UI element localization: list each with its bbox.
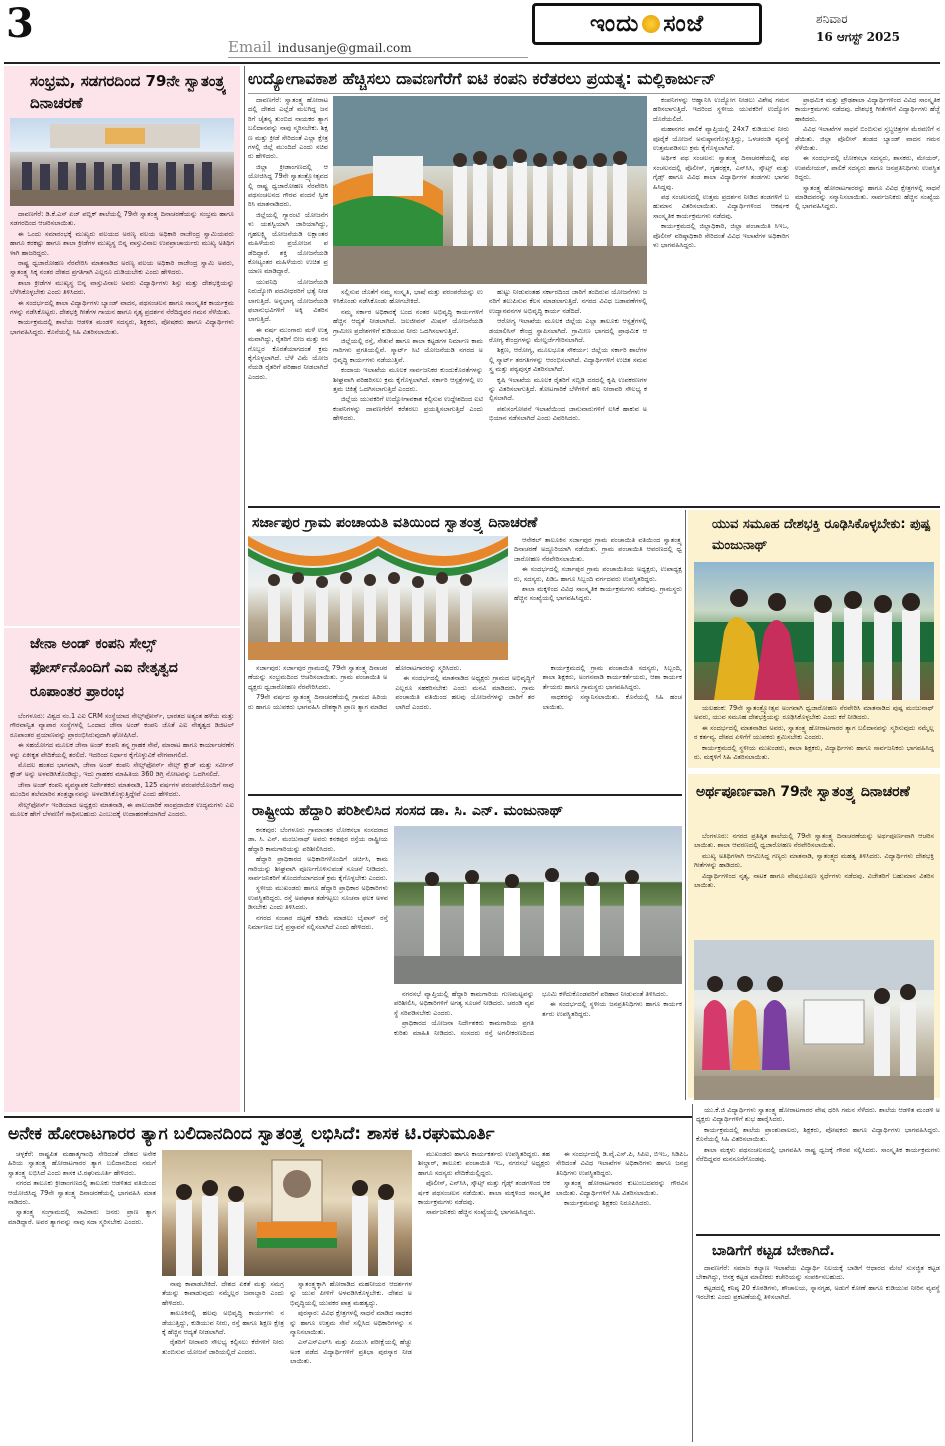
article-8-top-rule (4, 1116, 692, 1118)
article-3-col5: ಪ್ರಾಥಮಿಕ ಮತ್ತು ಪ್ರೌಢಶಾಲಾ ವಿದ್ಯಾರ್ಥಿಗಳಿಂದ ವಿವಿಧ ಸಾಂಸ್ಕೃತಿಕ ಕಾರ್ಯಕ್ರಮಗಳು ನಡೆದವು. ದೇಶಭಕ್ತಿ ಗೀತೆಗಳಿಗೆ ವಿದ್ಯಾರ್ಥಿಗಳು ಹೆಜ್ಜೆ ಹಾಕಿದರು. ವಿವಿಧ ಇಲಾಖೆಗಳ ಸಾಧನೆ ಬಿಂಬಿಸುವ ಸ್ತಬ್ಧಚಿತ್ರಗಳ ಮೆರವಣಿಗೆ ನಡೆಯಿತು. ಜಿಲ್ಲಾ ಪೊಲೀಸ್ ತಂಡದ ಬ್ಯಾಂಡ್ ವಾದನ ಗಮನ ಸೆಳೆಯಿತು. ಈ ಸಂದರ್ಭದಲ್ಲಿ ಲೋಕಸಭಾ ಸದಸ್ಯರು, ಶಾಸಕರು, ಮೇಯರ್, ಉಪಮೇಯರ್, ಪಾಲಿಕೆ ಸದಸ್ಯರು ಹಾಗೂ ಜನಪ್ರತಿನಿಧಿಗಳು ಉಪಸ್ಥಿತರಿದ್ದರು. ಸ್ವಾತಂತ್ರ್ಯ ಹೋರಾಟಗಾರರನ್ನು ಹಾಗೂ ವಿವಿಧ ಕ್ಷೇತ್ರಗಳಲ್ಲಿ ಸಾಧನೆ ಮಾಡಿದವರನ್ನು ಸನ್ಮಾನಿಸಲಾಯಿತು. ಸಾರ್ವಜನಿಕರು ಹೆಚ್ಚಿನ ಸಂಖ್ಯೆಯಲ್ಲಿ ಭಾಗವಹಿಸಿದ್ದರು. (795, 96, 940, 211)
article-2-body: ಬೆಂಗಳೂರು: ವಿಶ್ವದ ನಂ.1 ಎಐ CRM ಸಂಸ್ಥೆಯಾದ ಸೇಲ್ಸ್‌ಫೋರ್ಸ್, ಭಾರತದ ಅತ್ಯಂತ ಹಳೆಯ ಮತ್ತು ಗೌರವಾನ್ವಿತ ವ್ಯಾಪಾರ ಸಂಸ್ಥೆಗಳಲ್ಲಿ ಒಂದಾದ ಜೇನಾ ಅಂಡ್ ಕಂಪನಿ ಜೊತೆ ಎಐ ನೇತೃತ್ವದ ಡಿಜಿಟಲ್ ರೂಪಾಂತರ ಪ್ರಯಾಣವನ್ನು ಪ್ರಾರಂಭಿಸಿರುವುದಾಗಿ ಘೋಷಿಸಿದೆ. ಈ ಸಹಯೋಗದ ಮೂಲಕ ಜೇನಾ ಅಂಡ್ ಕಂಪನಿ ತನ್ನ ಗ್ರಾಹಕ ಸೇವೆ, ಮಾರಾಟ ಹಾಗೂ ಕಾರ್ಯಾಚರಣೆಗಳನ್ನು ಏಕೀಕೃತ ವೇದಿಕೆಯಲ್ಲಿ ತರಲಿದೆ. ಇದರಿಂದ ನಿರ್ಧಾರ ಕೈಗೊಳ್ಳುವಿಕೆ ವೇಗವಾಗಲಿದೆ. ಮೊದಲ ಹಂತದ ಭಾಗವಾಗಿ, ಜೇನಾ ಅಂಡ್ ಕಂಪನಿ ಸೇಲ್ಸ್‌ಫೋರ್ಸ್ ಸೇಲ್ಸ್ ಕ್ಲೌಡ್ ಮತ್ತು ಸರ್ವೀಸ್ ಕ್ಲೌಡ್ ಅನ್ನು ಅಳವಡಿಸಿಕೊಂಡಿದ್ದು, ಇದು ಗ್ರಾಹಕರ ಮಾಹಿತಿಯ 360 ಡಿಗ್ರಿ ನೋಟವನ್ನು ಒದಗಿಸಲಿದೆ. ಜೇನಾ ಅಂಡ್ ಕಂಪನಿ ವ್ಯವಸ್ಥಾಪಕ ನಿರ್ದೇಶಕರು ಮಾತನಾಡಿ, 125 ವರ್ಷಗಳ ಪರಂಪರೆಯೊಂದಿಗೆ ನಾವು ಮುಂದಿನ ತಲೆಮಾರಿನ ತಂತ್ರಜ್ಞಾನವನ್ನು ಅಳವಡಿಸಿಕೊಳ್ಳುತ್ತಿದ್ದೇವೆ ಎಂದು ಹೇಳಿದರು. ಸೇಲ್ಸ್‌ಫೋರ್ಸ್ ಇಂಡಿಯಾದ ಅಧ್ಯಕ್ಷರು ಮಾತನಾಡಿ, ಈ ಪಾಲುದಾರಿಕೆ ಸಾಂಪ್ರದಾಯಿಕ ಉದ್ಯಮಗಳು ಎಐ ಮೂಲಕ ಹೇಗೆ ಬೆಳವಣಿಗೆ ಸಾಧಿಸಬಹುದು ಎಂಬುದಕ್ಕೆ ಉದಾಹರಣೆಯಾಗಿದೆ ಎಂದರು. (10, 712, 234, 819)
article-3-rule (248, 93, 940, 94)
article-4-headline: ಸರ್ಜಾಪುರ ಗ್ರಾಮ ಪಂಚಾಯತಿ ವತಿಯಿಂದ ಸ್ವಾತಂತ್ರ್ಯ ದಿನಾಚರಣೆ (252, 515, 538, 531)
date: 16 ಆಗಸ್ಟ್ 2025 (816, 30, 900, 44)
article-5-photo (694, 562, 934, 700)
article-9-top-rule (696, 1234, 940, 1236)
column-divider (685, 510, 686, 1100)
article-7-body-bottom: ಯು.ಕೆ.ಜಿ ವಿದ್ಯಾರ್ಥಿಗಳು ಸ್ವಾತಂತ್ರ್ಯ ಹೋರಾಟಗಾರರ ವೇಷ ಧರಿಸಿ ಗಮನ ಸೆಳೆದರು. ಶಾಲೆಯ ಆಡಳಿತ ಮಂಡಳಿ ಅಧ್ಯಕ್ಷರು ವಿದ್ಯಾರ್ಥಿಗಳಿಗೆ ಶುಭ ಹಾರೈಸಿದರು. ಕಾರ್ಯಕ್ರಮದಲ್ಲಿ ಶಾಲೆಯ ಪ್ರಾಂಶುಪಾಲರು, ಶಿಕ್ಷಕರು, ಪೋಷಕರು ಹಾಗೂ ವಿದ್ಯಾರ್ಥಿಗಳು ಭಾಗವಹಿಸಿದ್ದರು. ಕೊನೆಯಲ್ಲಿ ಸಿಹಿ ವಿತರಿಸಲಾಯಿತು. ಶಾಲಾ ಮಕ್ಕಳು ಪಥಸಂಚಲನದಲ್ಲಿ ಭಾಗವಹಿಸಿ ರಾಷ್ಟ್ರ ಧ್ವಜಕ್ಕೆ ಗೌರವ ಸಲ್ಲಿಸಿದರು. ಸಾಂಸ್ಕೃತಿಕ ಕಾರ್ಯಕ್ರಮಗಳು ನೆರೆದಿದ್ದವರ ಮನಸೂರೆಗೊಂಡವು. (696, 1106, 940, 1164)
article-8-col1: ಚಳ್ಳಕೆರೆ: ರಾಷ್ಟ್ರಪಿತ ಮಹಾತ್ಮಗಾಂಧಿ ಸೇರಿದಂತೆ ದೇಶದ ಅನೇಕ ಹಿರಿಯ ಸ್ವಾತಂತ್ರ್ಯ ಹೋರಾಟಗಾರರ ತ್ಯಾಗ ಬಲಿದಾನದಿಂದ ನಮಗೆ ಸ್ವಾತಂತ್ರ್ಯ ಲಭಿಸಿದೆ ಎಂದು ಶಾಸಕ ಟಿ.ರಘುಮೂರ್ತಿ ಹೇಳಿದರು. ನಗರದ ತಾಲೂಕು ಕ್ರೀಡಾಂಗಣದಲ್ಲಿ ತಾಲೂಕು ಆಡಳಿತದ ವತಿಯಿಂದ ಆಯೋಜಿಸಿದ್ದ 79ನೇ ಸ್ವಾತಂತ್ರ್ಯ ದಿನಾಚರಣೆಯಲ್ಲಿ ಭಾಗವಹಿಸಿ ಮಾತನಾಡಿದರು. ಸ್ವಾತಂತ್ರ್ಯ ಸಂಗ್ರಾಮದಲ್ಲಿ ಸಾವಿರಾರು ಜನರು ಪ್ರಾಣ ತ್ಯಾಗ ಮಾಡಿದ್ದಾರೆ. ಅವರ ತ್ಯಾಗವನ್ನು ನಾವು ಸದಾ ಸ್ಮರಿಸಬೇಕು ಎಂದರು. (8, 1150, 156, 1226)
article-6-photo (394, 826, 682, 984)
article-7-photo (694, 940, 934, 1100)
article-1-photo (10, 118, 234, 206)
article-2-headline: ಜೇನಾ ಅಂಡ್ ಕಂಪನಿ ಸೇಲ್ಸ್‌ ಫೋರ್ಸ್‌ನೊಂದಿಗೆ ಎಐ ನೇತೃತ್ವದ ರೂಪಾಂತರ ಪ್ರಾರಂಭ (30, 636, 178, 700)
header-underline (228, 57, 528, 58)
article-9-body: ದಾವಣಗೆರೆ: ಸಮಾಜ ಕಲ್ಯಾಣ ಇಲಾಖೆಯ ವಿದ್ಯಾರ್ಥಿ ನಿಲಯಕ್ಕೆ ಬಾಡಿಗೆ ಆಧಾರದ ಮೇಲೆ ಸುಸಜ್ಜಿತ ಕಟ್ಟಡ ಬೇಕಾಗಿದ್ದು, ಆಸಕ್ತ ಕಟ್ಟಡ ಮಾಲೀಕರು ಕಚೇರಿಯನ್ನು ಸಂಪರ್ಕಿಸಬಹುದು. ಕಟ್ಟಡದಲ್ಲಿ ಕನಿಷ್ಠ 20 ಕೊಠಡಿಗಳು, ಶೌಚಾಲಯ, ಸ್ನಾನಗೃಹ, ಅಡುಗೆ ಕೋಣೆ ಹಾಗೂ ಕುಡಿಯುವ ನೀರಿನ ವ್ಯವಸ್ಥೆ ಇರಬೇಕು ಎಂದು ಪ್ರಕಟಣೆಯಲ್ಲಿ ತಿಳಿಸಲಾಗಿದೆ. (696, 1264, 940, 1302)
article-6-headline: ರಾಷ್ಟ್ರೀಯ ಹೆದ್ದಾರಿ ಪರಿಶೀಲಿಸಿದ ಸಂಸದ ಡಾ. ಸಿ. ಎನ್. ಮಂಜುನಾಥ್ (252, 803, 564, 819)
article-1-body: ದಾವಣಗೆರೆ: ಡಿ.ಕೆ.ಎಸ್ ಏಜ್ ಪಬ್ಲಿಕ್ ಶಾಲೆಯಲ್ಲಿ 79ನೇ ಸ್ವಾತಂತ್ರ್ಯ ದಿನಾಚರಣೆಯನ್ನು ಸಂಭ್ರಮ ಹಾಗೂ ಸಡಗರದಿಂದ ಆಚರಿಸಲಾಯಿತು. ಈ ಒಂದು ಸಮಾರಂಭಕ್ಕೆ ಮುಖ್ಯರು ವಲಯದ ಅರಣ್ಯ ವಲಯ ಅಧಿಕಾರಿ ರಾಜೇಂದ್ರ ಸ್ವಾಮಿಯವರು ಹಾಗೂ ಕರಕಷ್ಟು ಹಾಗೂ ಶಾಲಾ ಕ್ರೀಡೆಗಳ ಮುಖ್ಯಸ್ಥ ಬಿನ್ನ ವಾಸ್ತುವಿನಾಲ ಉಪಪ್ರಾಚಾರ್ಯರು ಮುಖ್ಯ ಅತಿಥಿಗಳಾಗಿ ಹಾಜರಿದ್ದರು. ರಾಷ್ಟ್ರ ಧ್ವಜಾರೋಹಣ ನೆರವೇರಿಸಿ ಮಾತನಾಡಿದ ಅರಣ್ಯ ವಲಯ ಅಧಿಕಾರಿ ರಾಜೇಂದ್ರ ಸ್ವಾಮಿ ಅವರು, ಸ್ವಾತಂತ್ರ್ಯ ಸಿಕ್ಕ ನಂತರ ದೇಶದ ಪ್ರಗತಿಗಾಗಿ ಎಲ್ಲರೂ ದುಡಿಯಬೇಕು ಎಂದು ಹೇಳಿದರು. ಶಾಲಾ ಕ್ರೀಡೆಗಳ ಮುಖ್ಯಸ್ಥ ಬಿನ್ನ ವಾಸ್ತುವಿನಾಲ ಅವರು ವಿದ್ಯಾರ್ಥಿಗಳು ಶಿಸ್ತು ಮತ್ತು ದೇಶಭಕ್ತಿಯನ್ನು ಬೆಳೆಸಿಕೊಳ್ಳಬೇಕು ಎಂದು ತಿಳಿಸಿದರು. ಈ ಸಂದರ್ಭದಲ್ಲಿ ಶಾಲಾ ವಿದ್ಯಾರ್ಥಿಗಳು ಬ್ಯಾಂಡ್ ವಾದನ, ಪಥಸಂಚಲನ ಹಾಗೂ ಸಾಂಸ್ಕೃತಿಕ ಕಾರ್ಯಕ್ರಮಗಳನ್ನು ನಡೆಸಿಕೊಟ್ಟರು. ದೇಶಭಕ್ತಿ ಗೀತೆಗಳ ಗಾಯನ ಹಾಗೂ ನೃತ್ಯ ಪ್ರದರ್ಶನ ನೆರೆದಿದ್ದವರ ಗಮನ ಸೆಳೆಯಿತು. ಕಾರ್ಯಕ್ರಮದಲ್ಲಿ ಶಾಲೆಯ ಆಡಳಿತ ಮಂಡಳಿ ಸದಸ್ಯರು, ಶಿಕ್ಷಕರು, ಪೋಷಕರು ಹಾಗೂ ವಿದ್ಯಾರ್ಥಿಗಳು ಭಾಗವಹಿಸಿದ್ದರು. ಕೊನೆಯಲ್ಲಿ ಸಿಹಿ ವಿತರಿಸಲಾಯಿತು. (10, 210, 234, 336)
column-divider (244, 66, 245, 1112)
article-8-col2: ನಾವು ಕಾಪಾಡಬೇಕಿದೆ. ದೇಶದ ಏಕತೆ ಮತ್ತು ಸಮಗ್ರತೆಯನ್ನು ಕಾಪಾಡುವುದು ನಮ್ಮೆಲ್ಲರ ಜವಾಬ್ದಾರಿ ಎಂದು ಹೇಳಿದರು. ತಾಲೂಕಿನಲ್ಲಿ ಹಲವು ಅಭಿವೃದ್ಧಿ ಕಾರ್ಯಗಳು ನಡೆಯುತ್ತಿದ್ದು, ಕುಡಿಯುವ ನೀರು, ರಸ್ತೆ ಹಾಗೂ ಶಿಕ್ಷಣ ಕ್ಷೇತ್ರಕ್ಕೆ ಹೆಚ್ಚಿನ ಆದ್ಯತೆ ನೀಡಲಾಗಿದೆ. ರೈತರಿಗೆ ನೀರಾವರಿ ಸೌಲಭ್ಯ ಕಲ್ಪಿಸಲು ಕೆರೆಗಳಿಗೆ ನೀರು ತುಂಬಿಸುವ ಯೋಜನೆ ಜಾರಿಯಲ್ಲಿದೆ ಎಂದರು. (162, 1280, 284, 1356)
article-8-col4: ಮುಖಂಡರು ಹಾಗೂ ಕಾರ್ಯಕರ್ತರು ಉಪಸ್ಥಿತರಿದ್ದರು. ತಹಶೀಲ್ದಾರ್, ತಾಲೂಕು ಪಂಚಾಯಿತಿ ಇಒ, ನಗರಸಭೆ ಅಧ್ಯಕ್ಷರು ಹಾಗೂ ಸದಸ್ಯರು ವೇದಿಕೆಯಲ್ಲಿದ್ದರು. ಪೊಲೀಸ್, ಎನ್‌ಸಿಸಿ, ಸ್ಕೌಟ್ಸ್ ಮತ್ತು ಗೈಡ್ಸ್ ತಂಡಗಳಿಂದ ಆಕರ್ಷಕ ಪಥಸಂಚಲನ ನಡೆಯಿತು. ಶಾಲಾ ಮಕ್ಕಳಿಂದ ಸಾಂಸ್ಕೃತಿಕ ಕಾರ್ಯಕ್ರಮಗಳು ನಡೆದವು. ಸಾರ್ವಜನಿಕರು ಹೆಚ್ಚಿನ ಸಂಖ್ಯೆಯಲ್ಲಿ ಭಾಗವಹಿಸಿದ್ದರು. (418, 1150, 550, 1217)
article-6-body: ಕನಕಪುರ: ಬೆಂಗಳೂರು ಗ್ರಾಮಾಂತರ ಲೋಕಸಭಾ ಸಂಸದರಾದ ಡಾ. ಸಿ. ಎನ್. ಮಂಜುನಾಥ್ ಅವರು ಕನಕಪುರ ರಸ್ತೆಯ ರಾಷ್ಟ್ರೀಯ ಹೆದ್ದಾರಿ ಕಾಮಗಾರಿಯನ್ನು ಪರಿಶೀಲಿಸಿದರು. ಹೆದ್ದಾರಿ ಪ್ರಾಧಿಕಾರದ ಅಧಿಕಾರಿಗಳೊಂದಿಗೆ ಚರ್ಚಿಸಿ, ಕಾಮಗಾರಿಯನ್ನು ಶೀಘ್ರವಾಗಿ ಪೂರ್ಣಗೊಳಿಸುವಂತೆ ಸೂಚನೆ ನೀಡಿದರು. ಸಾರ್ವಜನಿಕರಿಗೆ ತೊಂದರೆಯಾಗದಂತೆ ಕ್ರಮ ಕೈಗೊಳ್ಳಬೇಕು ಎಂದರು. ಸ್ಥಳೀಯ ಮುಖಂಡರು ಹಾಗೂ ಹೆದ್ದಾರಿ ಪ್ರಾಧಿಕಾರ ಅಧಿಕಾರಿಗಳು ಉಪಸ್ಥಿತರಿದ್ದರು. ರಸ್ತೆ ಅಪಘಾತ ತಡೆಗಟ್ಟಲು ಸೂಚನಾ ಫಲಕ ಅಳವಡಿಸಬೇಕು ಎಂದು ತಿಳಿಸಿದರು. ನಗರದ ಸಂಚಾರ ದಟ್ಟಣೆ ಕಡಿಮೆ ಮಾಡಲು ಬೈಪಾಸ್ ರಸ್ತೆ ನಿರ್ಮಾಣದ ಬಗ್ಗೆ ಪ್ರಸ್ತಾವನೆ ಸಲ್ಲಿಸಲಾಗಿದೆ ಎಂದು ಹೇಳಿದರು. (248, 826, 388, 932)
article-7-body: ಬೆಂಗಳೂರು: ನಗರದ ಪ್ರತಿಷ್ಠಿತ ಶಾಲೆಯಲ್ಲಿ 79ನೇ ಸ್ವಾತಂತ್ರ್ಯ ದಿನಾಚರಣೆಯನ್ನು ಅರ್ಥಪೂರ್ಣವಾಗಿ ಆಚರಿಸಲಾಯಿತು. ಶಾಲಾ ಆವರಣದಲ್ಲಿ ಧ್ವಜಾರೋಹಣ ನೆರವೇರಿಸಲಾಯಿತು. ಮುಖ್ಯ ಅತಿಥಿಗಳಾಗಿ ಆಗಮಿಸಿದ್ದ ಗಣ್ಯರು ಮಾತನಾಡಿ, ಸ್ವಾತಂತ್ರ್ಯದ ಮಹತ್ವ ತಿಳಿಸಿದರು. ವಿದ್ಯಾರ್ಥಿಗಳು ದೇಶಭಕ್ತಿ ಗೀತೆಗಳನ್ನು ಹಾಡಿದರು. ವಿದ್ಯಾರ್ಥಿಗಳಿಂದ ನೃತ್ಯ, ನಾಟಕ ಹಾಗೂ ವೇಷಭೂಷಣ ಸ್ಪರ್ಧೆಗಳು ನಡೆದವು. ವಿಜೇತರಿಗೆ ಬಹುಮಾನ ವಿತರಿಸಲಾಯಿತು. (694, 832, 934, 890)
article-3-col3: ಹುಟ್ಟು ನೀಡುವಂತಹ ಸರ್ಕಾರದಿಂದ ಜಾರಿಗೆ ತಂದಿರುವ ಯೋಜನೆಗಳು ಜನರಿಗೆ ತಲುಪಿಸುವ ಕೆಲಸ ಮಾಡಲಾಗುತ್ತಿದೆ. ನಗರದ ವಿವಿಧ ಬಡಾವಣೆಗಳಲ್ಲಿ ಉದ್ಯಾನವನಗಳ ಅಭಿವೃದ್ಧಿ ಕಾರ್ಯ ನಡೆದಿದೆ. ಆರೋಗ್ಯ ಇಲಾಖೆಯ ಮೂಲಕ ಜಿಲ್ಲೆಯ ಎಲ್ಲಾ ತಾಲೂಕು ಆಸ್ಪತ್ರೆಗಳಲ್ಲಿ ಡಯಾಲಿಸಿಸ್ ಕೇಂದ್ರ ಸ್ಥಾಪಿಸಲಾಗಿದೆ. ಗ್ರಾಮೀಣ ಭಾಗದಲ್ಲಿ ಪ್ರಾಥಮಿಕ ಆರೋಗ್ಯ ಕೇಂದ್ರಗಳನ್ನು ಮೇಲ್ದರ್ಜೆಗೇರಿಸಲಾಗಿದೆ. ಶಿಕ್ಷಣ, ಆರೋಗ್ಯ, ಮೂಲಭೂತ ಸೌಕರ್ಯ: ಜಿಲ್ಲೆಯ ಸರ್ಕಾರಿ ಶಾಲೆಗಳಲ್ಲಿ ಸ್ಮಾರ್ಟ್ ತರಗತಿಗಳನ್ನು ಆರಂಭಿಸಲಾಗಿದೆ. ವಿದ್ಯಾರ್ಥಿಗಳಿಗೆ ಉಚಿತ ಸಮವಸ್ತ್ರ ಮತ್ತು ಪಠ್ಯಪುಸ್ತಕ ವಿತರಿಸಲಾಗಿದೆ. ಕೃಷಿ ಇಲಾಖೆಯ ಮೂಲಕ ರೈತರಿಗೆ ಸಬ್ಸಿಡಿ ದರದಲ್ಲಿ ಕೃಷಿ ಉಪಕರಣಗಳನ್ನು ವಿತರಿಸಲಾಗುತ್ತಿದೆ. ತೋಟಗಾರಿಕೆ ಬೆಳೆಗಳಿಗೆ ಹನಿ ನೀರಾವರಿ ಸೌಲಭ್ಯ ಕಲ್ಪಿಸಲಾಗಿದೆ. ಪಶುಸಂಗೋಪನೆ ಇಲಾಖೆಯಿಂದ ಜಾನುವಾರುಗಳಿಗೆ ಲಸಿಕೆ ಹಾಕುವ ಅಭಿಯಾನ ನಡೆಸಲಾಗಿದೆ ಎಂದು ವಿವರಿಸಿದರು. (489, 288, 647, 423)
article-8-col5: ಈ ಸಂದರ್ಭದಲ್ಲಿ ಡಿ.ವೈ.ಎಸ್.ಪಿ, ಸಿಪಿಐ, ಬಿಇಒ, ಸಿಡಿಪಿಒ ಸೇರಿದಂತೆ ವಿವಿಧ ಇಲಾಖೆಗಳ ಅಧಿಕಾರಿಗಳು ಹಾಗೂ ಜನಪ್ರತಿನಿಧಿಗಳು ಉಪಸ್ಥಿತರಿದ್ದರು. ಸ್ವಾತಂತ್ರ್ಯ ಹೋರಾಟಗಾರರ ಕುಟುಂಬದವರನ್ನು ಗೌರವಿಸಲಾಯಿತು. ವಿದ್ಯಾರ್ಥಿಗಳಿಗೆ ಸಿಹಿ ವಿತರಿಸಲಾಯಿತು. ಕಾರ್ಯಕ್ರಮವನ್ನು ಶಿಕ್ಷಕರು ನಿರೂಪಿಸಿದರು. (556, 1150, 688, 1208)
article-4-body-right: ಆನೇಕಲ್ ತಾಲೂಕಿನ ಸರ್ಜಾಪುರ ಗ್ರಾಮ ಪಂಚಾಯಿತಿ ವತಿಯಿಂದ ಸ್ವಾತಂತ್ರ್ಯ ದಿನಾಚರಣೆ ಅದ್ದೂರಿಯಾಗಿ ನಡೆಯಿತು. ಗ್ರಾಮ ಪಂಚಾಯಿತಿ ಆವರಣದಲ್ಲಿ ಧ್ವಜಾರೋಹಣ ನೆರವೇರಿಸಲಾಯಿತು. ಈ ಸಂದರ್ಭದಲ್ಲಿ ಸರ್ಜಾಪುರ ಗ್ರಾಮ ಪಂಚಾಯಿತಿಯ ಅಧ್ಯಕ್ಷರು, ಉಪಾಧ್ಯಕ್ಷರು, ಸದಸ್ಯರು, ಪಿಡಿಒ ಹಾಗೂ ಸಿಬ್ಬಂದಿ ವರ್ಗದವರು ಉಪಸ್ಥಿತರಿದ್ದರು. ಶಾಲಾ ಮಕ್ಕಳಿಂದ ವಿವಿಧ ಸಾಂಸ್ಕೃತಿಕ ಕಾರ್ಯಕ್ರಮಗಳು ನಡೆದವು. ಗ್ರಾಮಸ್ಥರು ಹೆಚ್ಚಿನ ಸಂಖ್ಯೆಯಲ್ಲಿ ಭಾಗವಹಿಸಿದ್ದರು. (514, 536, 682, 603)
email-address: indusanje@gmail.com (277, 41, 412, 55)
article-1-headline: ಸಂಭ್ರಮ, ಸಡಗರದಿಂದ 79ನೇ ಸ್ವಾತಂತ್ರ್ಯ ದಿನಾಚರಣೆ (30, 72, 227, 112)
article-3-col1: ದಾವಣಗೆರೆ: ಸ್ವಾತಂತ್ರ್ಯ ಹೋರಾಟದಲ್ಲಿ ದೇಶದ ಎಲ್ಲೆಡೆ ಮಲಗಿದ್ದ ಜನರಿಗೆ ಚೈತನ್ಯ ತುಂಬಿದ ನಾಯಕರ ತ್ಯಾಗ ಬಲಿದಾನವನ್ನು ನಾವು ಸ್ಮರಿಸಬೇಕು. ಶಿಕ್ಷಣ ಮತ್ತು ಕ್ರೀಡೆ ಸೇರಿದಂತೆ ಎಲ್ಲಾ ಕ್ಷೇತ್ರಗಳಲ್ಲಿ ಜಿಲ್ಲೆ ಮುಂದಿದೆ ಎಂದು ಸಚಿವರು ಹೇಳಿದರು. ಜಿಲ್ಲಾ ಕ್ರೀಡಾಂಗಣದಲ್ಲಿ ಆಯೋಜಿಸಿದ್ದ 79ನೇ ಸ್ವಾತಂತ್ರ್ಯೋತ್ಸವದಲ್ಲಿ ರಾಷ್ಟ್ರ ಧ್ವಜಾರೋಹಣ ನೆರವೇರಿಸಿ ಪಥಸಂಚಲನದ ಗೌರವ ವಂದನೆ ಸ್ವೀಕರಿಸಿ ಮಾತನಾಡಿದರು. ಜಿಲ್ಲೆಯಲ್ಲಿ ಗ್ಯಾರಂಟಿ ಯೋಜನೆಗಳು ಯಶಸ್ವಿಯಾಗಿ ಜಾರಿಯಾಗಿದ್ದು, ಗೃಹಲಕ್ಷ್ಮಿ ಯೋಜನೆಯಡಿ ಲಕ್ಷಾಂತರ ಮಹಿಳೆಯರು ಪ್ರಯೋಜನ ಪಡೆದಿದ್ದಾರೆ. ಶಕ್ತಿ ಯೋಜನೆಯಡಿ ಕೋಟ್ಯಂತರ ಮಹಿಳೆಯರು ಉಚಿತ ಪ್ರಯಾಣ ಮಾಡಿದ್ದಾರೆ. ಯುವನಿಧಿ ಯೋಜನೆಯಡಿ ನಿರುದ್ಯೋಗಿ ಪದವೀಧರರಿಗೆ ಭತ್ಯೆ ನೀಡಲಾಗುತ್ತಿದೆ. ಅನ್ನಭಾಗ್ಯ ಯೋಜನೆಯಡಿ ಫಲಾನುಭವಿಗಳಿಗೆ ಅಕ್ಕಿ ವಿತರಿಸಲಾಗುತ್ತಿದೆ. ಈ ವರ್ಷ ಮುಂಗಾರು ಮಳೆ ಉತ್ತಮವಾಗಿದ್ದು, ರೈತರಿಗೆ ಬೀಜ ಮತ್ತು ರಸಗೊಬ್ಬರ ಕೊರತೆಯಾಗದಂತೆ ಕ್ರಮ ಕೈಗೊಳ್ಳಲಾಗಿದೆ. ಬೆಳೆ ವಿಮೆ ಯೋಜನೆಯಡಿ ರೈತರಿಗೆ ಪರಿಹಾರ ನೀಡಲಾಗಿದೆ ಎಂದರು. (248, 96, 328, 381)
article-3-photo (333, 96, 647, 284)
article-3-headline: ಉದ್ಯೋಗಾವಕಾಶ ಹೆಚ್ಚಿಸಲು ದಾವಣಗೆರೆಗೆ ಐಟಿ ಕಂಪನಿ ಕರೆತರಲು ಪ್ರಯತ್ನ: ಮಲ್ಲಿಕಾರ್ಜುನ್ (248, 69, 716, 88)
page-number: 3 (6, 0, 34, 47)
article-6-body-bottom: ನಗರಸಭೆ ವ್ಯಾಪ್ತಿಯಲ್ಲಿ ಹೆದ್ದಾರಿ ಕಾಮಗಾರಿಯ ಗುಣಮಟ್ಟವನ್ನು ಪರಿಶೀಲಿಸಿ, ಅಧಿಕಾರಿಗಳಿಗೆ ಅಗತ್ಯ ಸೂಚನೆ ನೀಡಿದರು. ಚರಂಡಿ ವ್ಯವಸ್ಥೆ ಸರಿಪಡಿಸಬೇಕು ಎಂದರು. ಪ್ರಾಧಿಕಾರದ ಯೋಜನಾ ನಿರ್ದೇಶಕರು ಕಾಮಗಾರಿಯ ಪ್ರಗತಿ ಕುರಿತು ಮಾಹಿತಿ ನೀಡಿದರು. ಸಂಸದರು ರಸ್ತೆ ಅಗಲೀಕರಣದಿಂದ ಭೂಮಿ ಕಳೆದುಕೊಂಡವರಿಗೆ ಪರಿಹಾರ ನೀಡುವಂತೆ ತಿಳಿಸಿದರು. ಈ ಸಂದರ್ಭದಲ್ಲಿ ಸ್ಥಳೀಯ ಜನಪ್ರತಿನಿಧಿಗಳು ಹಾಗೂ ಕಾರ್ಯಕರ್ತರು ಉಪಸ್ಥಿತರಿದ್ದರು. (394, 990, 682, 1037)
masthead-right: ಸಂಜೆ (663, 11, 705, 37)
masthead-left: ಇಂದು (589, 11, 640, 37)
email-line (228, 38, 412, 56)
article-4-body-bottom: ಸರ್ಜಾಪುರ: ಸರ್ಜಾಪುರ ಗ್ರಾಮದಲ್ಲಿ 79ನೇ ಸ್ವಾತಂತ್ರ್ಯ ದಿನಾಚರಣೆಯನ್ನು ಸಂಭ್ರಮದಿಂದ ಆಚರಿಸಲಾಯಿತು. ಗ್ರಾಮ ಪಂಚಾಯಿತಿ ಅಧ್ಯಕ್ಷರು ಧ್ವಜಾರೋಹಣ ನೆರವೇರಿಸಿದರು. 79ನೇ ವರ್ಷದ ಸ್ವಾತಂತ್ರ್ಯ ದಿನಾಚರಣೆಯಲ್ಲಿ ಗ್ರಾಮದ ಹಿರಿಯರು ಹಾಗೂ ಯುವಕರು ಭಾಗವಹಿಸಿ ದೇಶಕ್ಕಾಗಿ ಪ್ರಾಣ ತ್ಯಾಗ ಮಾಡಿದ ಹೋರಾಟಗಾರರನ್ನು ಸ್ಮರಿಸಿದರು. ಈ ಸಂದರ್ಭದಲ್ಲಿ ಮಾತನಾಡಿದ ಅಧ್ಯಕ್ಷರು ಗ್ರಾಮದ ಅಭಿವೃದ್ಧಿಗೆ ಎಲ್ಲರೂ ಸಹಕರಿಸಬೇಕು ಎಂದು ಮನವಿ ಮಾಡಿದರು. ಗ್ರಾಮ ಪಂಚಾಯಿತಿ ವತಿಯಿಂದ ಹಲವು ಯೋಜನೆಗಳನ್ನು ಜಾರಿಗೆ ತರಲಾಗಿದೆ ಎಂದರು. ಕಾರ್ಯಕ್ರಮದಲ್ಲಿ ಗ್ರಾಮ ಪಂಚಾಯಿತಿ ಸದಸ್ಯರು, ಸಿಬ್ಬಂದಿ, ಶಾಲಾ ಶಿಕ್ಷಕರು, ಅಂಗನವಾಡಿ ಕಾರ್ಯಕರ್ತೆಯರು, ಆಶಾ ಕಾರ್ಯಕರ್ತೆಯರು ಹಾಗೂ ಗ್ರಾಮಸ್ಥರು ಭಾಗವಹಿಸಿದ್ದರು. ಸಾಧಕರನ್ನು ಸನ್ಮಾನಿಸಲಾಯಿತು. ಕೊನೆಯಲ್ಲಿ ಸಿಹಿ ಹಂಚಲಾಯಿತು. (248, 664, 682, 711)
day: ಶನಿವಾರ (816, 12, 848, 26)
article-8-col3: ಸ್ವಾತಂತ್ರ್ಯಕ್ಕಾಗಿ ಹೋರಾಡಿದ ಮಹನೀಯರ ಆದರ್ಶಗಳನ್ನು ಯುವ ಪೀಳಿಗೆ ಅಳವಡಿಸಿಕೊಳ್ಳಬೇಕು. ದೇಶದ ಅಭಿವೃದ್ಧಿಯಲ್ಲಿ ಯುವಕರ ಪಾತ್ರ ಮಹತ್ವದ್ದು. ಪುರಸ್ಕಾರ: ವಿವಿಧ ಕ್ಷೇತ್ರಗಳಲ್ಲಿ ಸಾಧನೆ ಮಾಡಿದ ಸಾಧಕರನ್ನು ಹಾಗೂ ಉತ್ತಮ ಸೇವೆ ಸಲ್ಲಿಸಿದ ಅಧಿಕಾರಿಗಳನ್ನು ಸನ್ಮಾನಿಸಲಾಯಿತು. ಎಸ್‌ಎಸ್‌ಎಲ್‌ಸಿ ಮತ್ತು ಪಿಯುಸಿ ಪರೀಕ್ಷೆಯಲ್ಲಿ ಹೆಚ್ಚು ಅಂಕ ಪಡೆದ ವಿದ್ಯಾರ್ಥಿಗಳಿಗೆ ಪ್ರತಿಭಾ ಪುರಸ್ಕಾರ ನೀಡಲಾಯಿತು. (290, 1280, 412, 1366)
article-3-bottom-rule (248, 506, 940, 508)
email-label: Email (228, 38, 272, 56)
article-3-col2: ಸಲ್ಲಿಸುವ ಜೊತೆಗೆ ನಮ್ಮ ಸಂಸ್ಕೃತಿ, ಭಾಷೆ ಮತ್ತು ಪರಂಪರೆಯನ್ನು ಉಳಿಸಿಕೊಂಡು ನಡೆಸಿಕೊಂಡು ಹೋಗಬೇಕಿದೆ. ನಮ್ಮ ಸರ್ಕಾರ ಅಧಿಕಾರಕ್ಕೆ ಬಂದ ನಂತರ ಅಭಿವೃದ್ಧಿ ಕಾರ್ಯಗಳಿಗೆ ಹೆಚ್ಚಿನ ಆದ್ಯತೆ ನೀಡಲಾಗಿದೆ. ಜಲಜೀವನ್ ಮಿಷನ್ ಯೋಜನೆಯಡಿ ಗ್ರಾಮೀಣ ಪ್ರದೇಶಗಳಿಗೆ ಕುಡಿಯುವ ನೀರು ಒದಗಿಸಲಾಗುತ್ತಿದೆ. ಜಿಲ್ಲೆಯಲ್ಲಿ ರಸ್ತೆ, ಸೇತುವೆ ಹಾಗೂ ಶಾಲಾ ಕಟ್ಟಡಗಳ ನಿರ್ಮಾಣ ಕಾಮಗಾರಿಗಳು ಪ್ರಗತಿಯಲ್ಲಿವೆ. ಸ್ಮಾರ್ಟ್ ಸಿಟಿ ಯೋಜನೆಯಡಿ ನಗರದ ಅಭಿವೃದ್ಧಿ ಕಾರ್ಯಗಳು ನಡೆಯುತ್ತಿವೆ. ಕಂದಾಯ ಇಲಾಖೆಯ ಮೂಲಕ ಸಾರ್ವಜನಿಕರ ಕುಂದುಕೊರತೆಗಳನ್ನು ಶೀಘ್ರವಾಗಿ ಪರಿಹರಿಸಲು ಕ್ರಮ ಕೈಗೊಳ್ಳಲಾಗಿದೆ. ಸರ್ಕಾರಿ ಆಸ್ಪತ್ರೆಗಳಲ್ಲಿ ಉತ್ತಮ ಚಿಕಿತ್ಸೆ ಒದಗಿಸಲಾಗುತ್ತಿದೆ ಎಂದರು. ಜಿಲ್ಲೆಯ ಯುವಕರಿಗೆ ಉದ್ಯೋಗಾವಕಾಶ ಕಲ್ಪಿಸುವ ಉದ್ದೇಶದಿಂದ ಐಟಿ ಕಂಪನಿಗಳನ್ನು ದಾವಣಗೆರೆಗೆ ಕರೆತರಲು ಪ್ರಯತ್ನಿಸಲಾಗುತ್ತಿದೆ ಎಂದು ಹೇಳಿದರು. (333, 288, 483, 423)
article-5-headline: ಯುವ ಸಮೂಹ ದೇಶಭಕ್ತಿ ರೂಢಿಸಿಕೊಳ್ಳಬೇಕು: ಪುಷ್ಪ ಮಂಜುನಾಥ್ (712, 517, 931, 553)
article-8-headline: ಅನೇಕ ಹೋರಾಟಗಾರರ ತ್ಯಾಗ ಬಲಿದಾನದಿಂದ ಸ್ವಾತಂತ್ರ್ಯ ಲಭಿಸಿದೆ: ಶಾಸಕ ಟಿ.ರಘುಮೂರ್ತಿ (8, 1124, 495, 1144)
article-4-bottom-rule (248, 794, 682, 796)
sun-icon (642, 15, 660, 33)
article-4-photo (248, 536, 508, 660)
article-7-headline: ಅರ್ಥಪೂರ್ಣವಾಗಿ 79ನೇ ಸ್ವಾತಂತ್ರ್ಯ ದಿನಾಚರಣೆ (696, 784, 910, 800)
masthead-logo (532, 3, 762, 45)
article-8-photo (162, 1150, 412, 1276)
dateline (816, 10, 900, 46)
header-rule (4, 62, 940, 64)
article-3-col4: ಕಂಪನಿಗಳನ್ನು ಆಹ್ವಾನಿಸಿ ಉದ್ಯೋಗ ನೀಡಲು ವಿಶೇಷ ಗಮನ ಹರಿಸಲಾಗುತ್ತಿದೆ. ಇದರಿಂದ ಸ್ಥಳೀಯ ಯುವಕರಿಗೆ ಉದ್ಯೋಗ ದೊರೆಯಲಿದೆ. ಮಹಾನಗರ ಪಾಲಿಕೆ ವ್ಯಾಪ್ತಿಯಲ್ಲಿ 24x7 ಕುಡಿಯುವ ನೀರು ಪೂರೈಕೆ ಯೋಜನೆ ಅನುಷ್ಠಾನಗೊಳ್ಳುತ್ತಿದ್ದು, ಒಳಚರಂಡಿ ವ್ಯವಸ್ಥೆ ಉತ್ತಮಪಡಿಸಲು ಕ್ರಮ ಕೈಗೊಳ್ಳಲಾಗಿದೆ. ಅರ್ಥಿಕ ಪಥ ಸಂಚಲನ: ಸ್ವಾತಂತ್ರ್ಯ ದಿನಾಚರಣೆಯಲ್ಲಿ ಪಥ ಸಂಚಲನದಲ್ಲಿ ಪೊಲೀಸ್, ಗೃಹರಕ್ಷಕ, ಎನ್‌ಸಿಸಿ, ಸ್ಕೌಟ್ಸ್ ಮತ್ತು ಗೈಡ್ಸ್ ಹಾಗೂ ವಿವಿಧ ಶಾಲಾ ವಿದ್ಯಾರ್ಥಿಗಳ ತಂಡಗಳು ಭಾಗವಹಿಸಿದ್ದವು. ಪಥ ಸಂಚಲನದಲ್ಲಿ ಉತ್ತಮ ಪ್ರದರ್ಶನ ನೀಡಿದ ತಂಡಗಳಿಗೆ ಬಹುಮಾನ ವಿತರಿಸಲಾಯಿತು. ವಿದ್ಯಾರ್ಥಿಗಳಿಂದ ಆಕರ್ಷಕ ಸಾಂಸ್ಕೃತಿಕ ಕಾರ್ಯಕ್ರಮಗಳು ನಡೆದವು. ಕಾರ್ಯಕ್ರಮದಲ್ಲಿ ಜಿಲ್ಲಾಧಿಕಾರಿ, ಜಿಲ್ಲಾ ಪಂಚಾಯಿತಿ ಸಿಇಒ, ಪೊಲೀಸ್ ವರಿಷ್ಠಾಧಿಕಾರಿ ಸೇರಿದಂತೆ ವಿವಿಧ ಇಲಾಖೆಗಳ ಅಧಿಕಾರಿಗಳು ಭಾಗವಹಿಸಿದ್ದರು. (653, 96, 789, 250)
article-5-body: ಯಲಹಂಕ: 79ನೇ ಸ್ವಾತಂತ್ರ್ಯೋತ್ಸವ ಅಂಗವಾಗಿ ಧ್ವಜಾರೋಹಣ ನೆರವೇರಿಸಿ ಮಾತನಾಡಿದ ಪುಷ್ಪ ಮಂಜುನಾಥ್ ಅವರು, ಯುವ ಸಮೂಹ ದೇಶಭಕ್ತಿಯನ್ನು ರೂಢಿಸಿಕೊಳ್ಳಬೇಕು ಎಂದು ಕರೆ ನೀಡಿದರು. ಈ ಸಂದರ್ಭದಲ್ಲಿ ಮಾತನಾಡಿದ ಅವರು, ಸ್ವಾತಂತ್ರ್ಯ ಹೋರಾಟಗಾರರ ತ್ಯಾಗ ಬಲಿದಾನವನ್ನು ಸ್ಮರಿಸುವುದು ನಮ್ಮೆಲ್ಲರ ಕರ್ತವ್ಯ. ದೇಶದ ಏಳಿಗೆಗೆ ಯುವಕರು ಶ್ರಮಿಸಬೇಕು ಎಂದರು. ಕಾರ್ಯಕ್ರಮದಲ್ಲಿ ಸ್ಥಳೀಯ ಮುಖಂಡರು, ಶಾಲಾ ಶಿಕ್ಷಕರು, ವಿದ್ಯಾರ್ಥಿಗಳು ಹಾಗೂ ಸಾರ್ವಜನಿಕರು ಭಾಗವಹಿಸಿದ್ದರು. ಮಕ್ಕಳಿಗೆ ಸಿಹಿ ವಿತರಿಸಲಾಯಿತು. (694, 704, 934, 762)
column-divider (692, 1104, 693, 1442)
article-9-headline: ಬಾಡಿಗೆಗೆ ಕಟ್ಟಡ ಬೇಕಾಗಿದೆ. (712, 1243, 835, 1259)
